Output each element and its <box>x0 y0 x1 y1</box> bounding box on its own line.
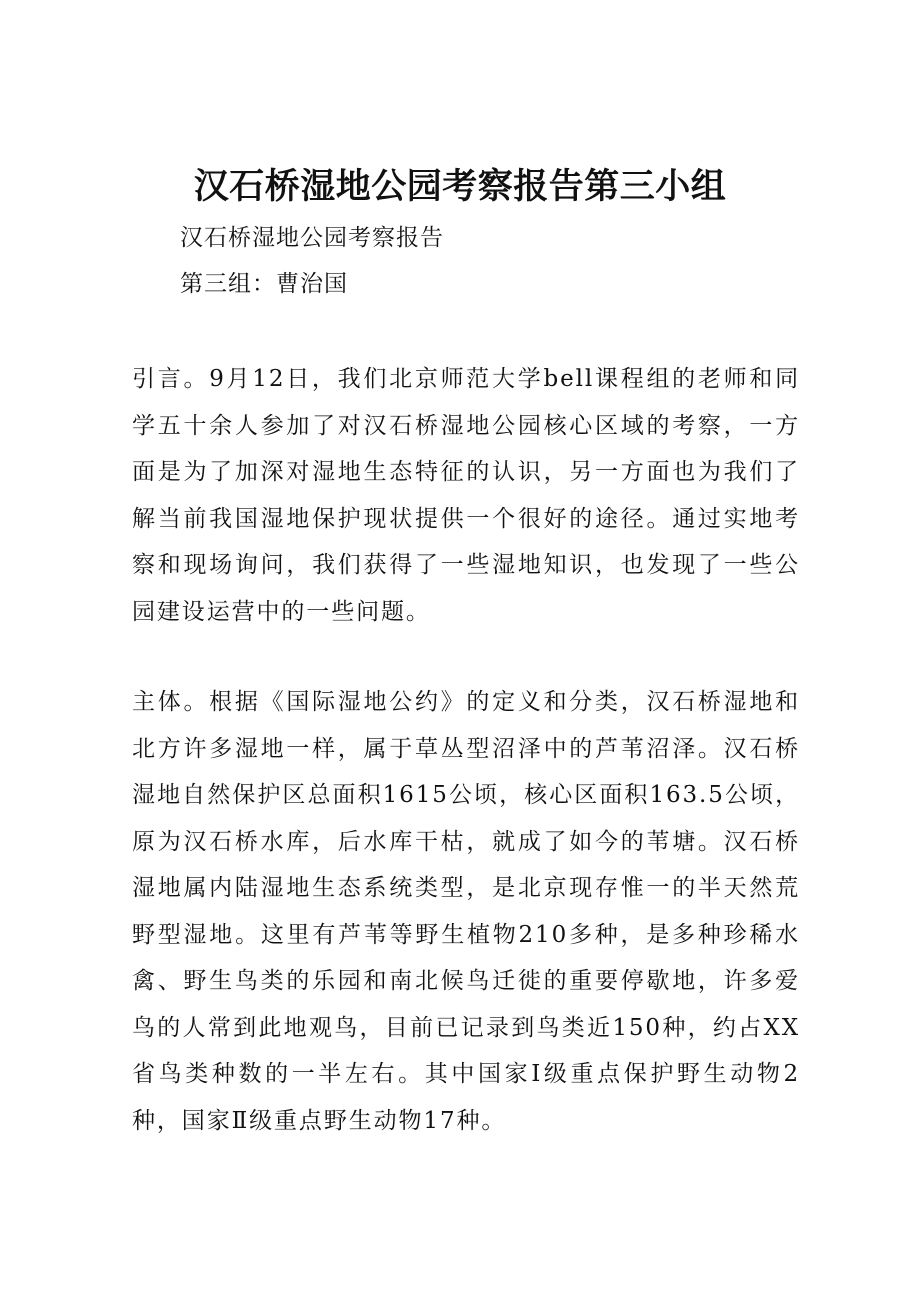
document-subtitle: 汉石桥湿地公园考察报告 <box>180 225 444 251</box>
document-title: 汉石桥湿地公园考察报告第三小组 <box>193 166 727 207</box>
author-line: 第三组：曹治国 <box>180 271 348 297</box>
paragraph-main-body: 主体。根据《国际湿地公约》的定义和分类，汉石桥湿地和北方许多湿地一样，属于草丛型沼泽中的芦苇沼泽。汉石桥湿地自然保护区总面积1615公顷，核心区面积163.5公顷，原为汉石桥水库，后水库干枯，就成了如今的苇塘。汉石桥湿地属内陆湿地生态系统类型，是北京现存惟一的半天然荒野型湿地。这里有芦苇等野生植物210多种，是多种珍稀水禽、野生鸟类的乐园和南北候鸟迁徙的重要停歇地，许多爱鸟的人常到此地观鸟，目前已记录到鸟类近150种，约占XX省鸟类种数的一半左右。其中国家Ⅰ级重点保护野生动物2种，国家Ⅱ级重点野生动物17种。 <box>132 689 800 1134</box>
paragraph-introduction: 引言。9月12日，我们北京师范大学bell课程组的老师和同学五十余人参加了对汉石桥湿地公园核心区域的考察，一方面是为了加深对湿地生态特征的认识，另一方面也为我们了解当前我国湿地保护现状提供一个很好的途径。通过实地考察和现场询问，我们获得了一些湿地知识，也发现了一些公园建设运营中的一些问题。 <box>132 366 800 625</box>
